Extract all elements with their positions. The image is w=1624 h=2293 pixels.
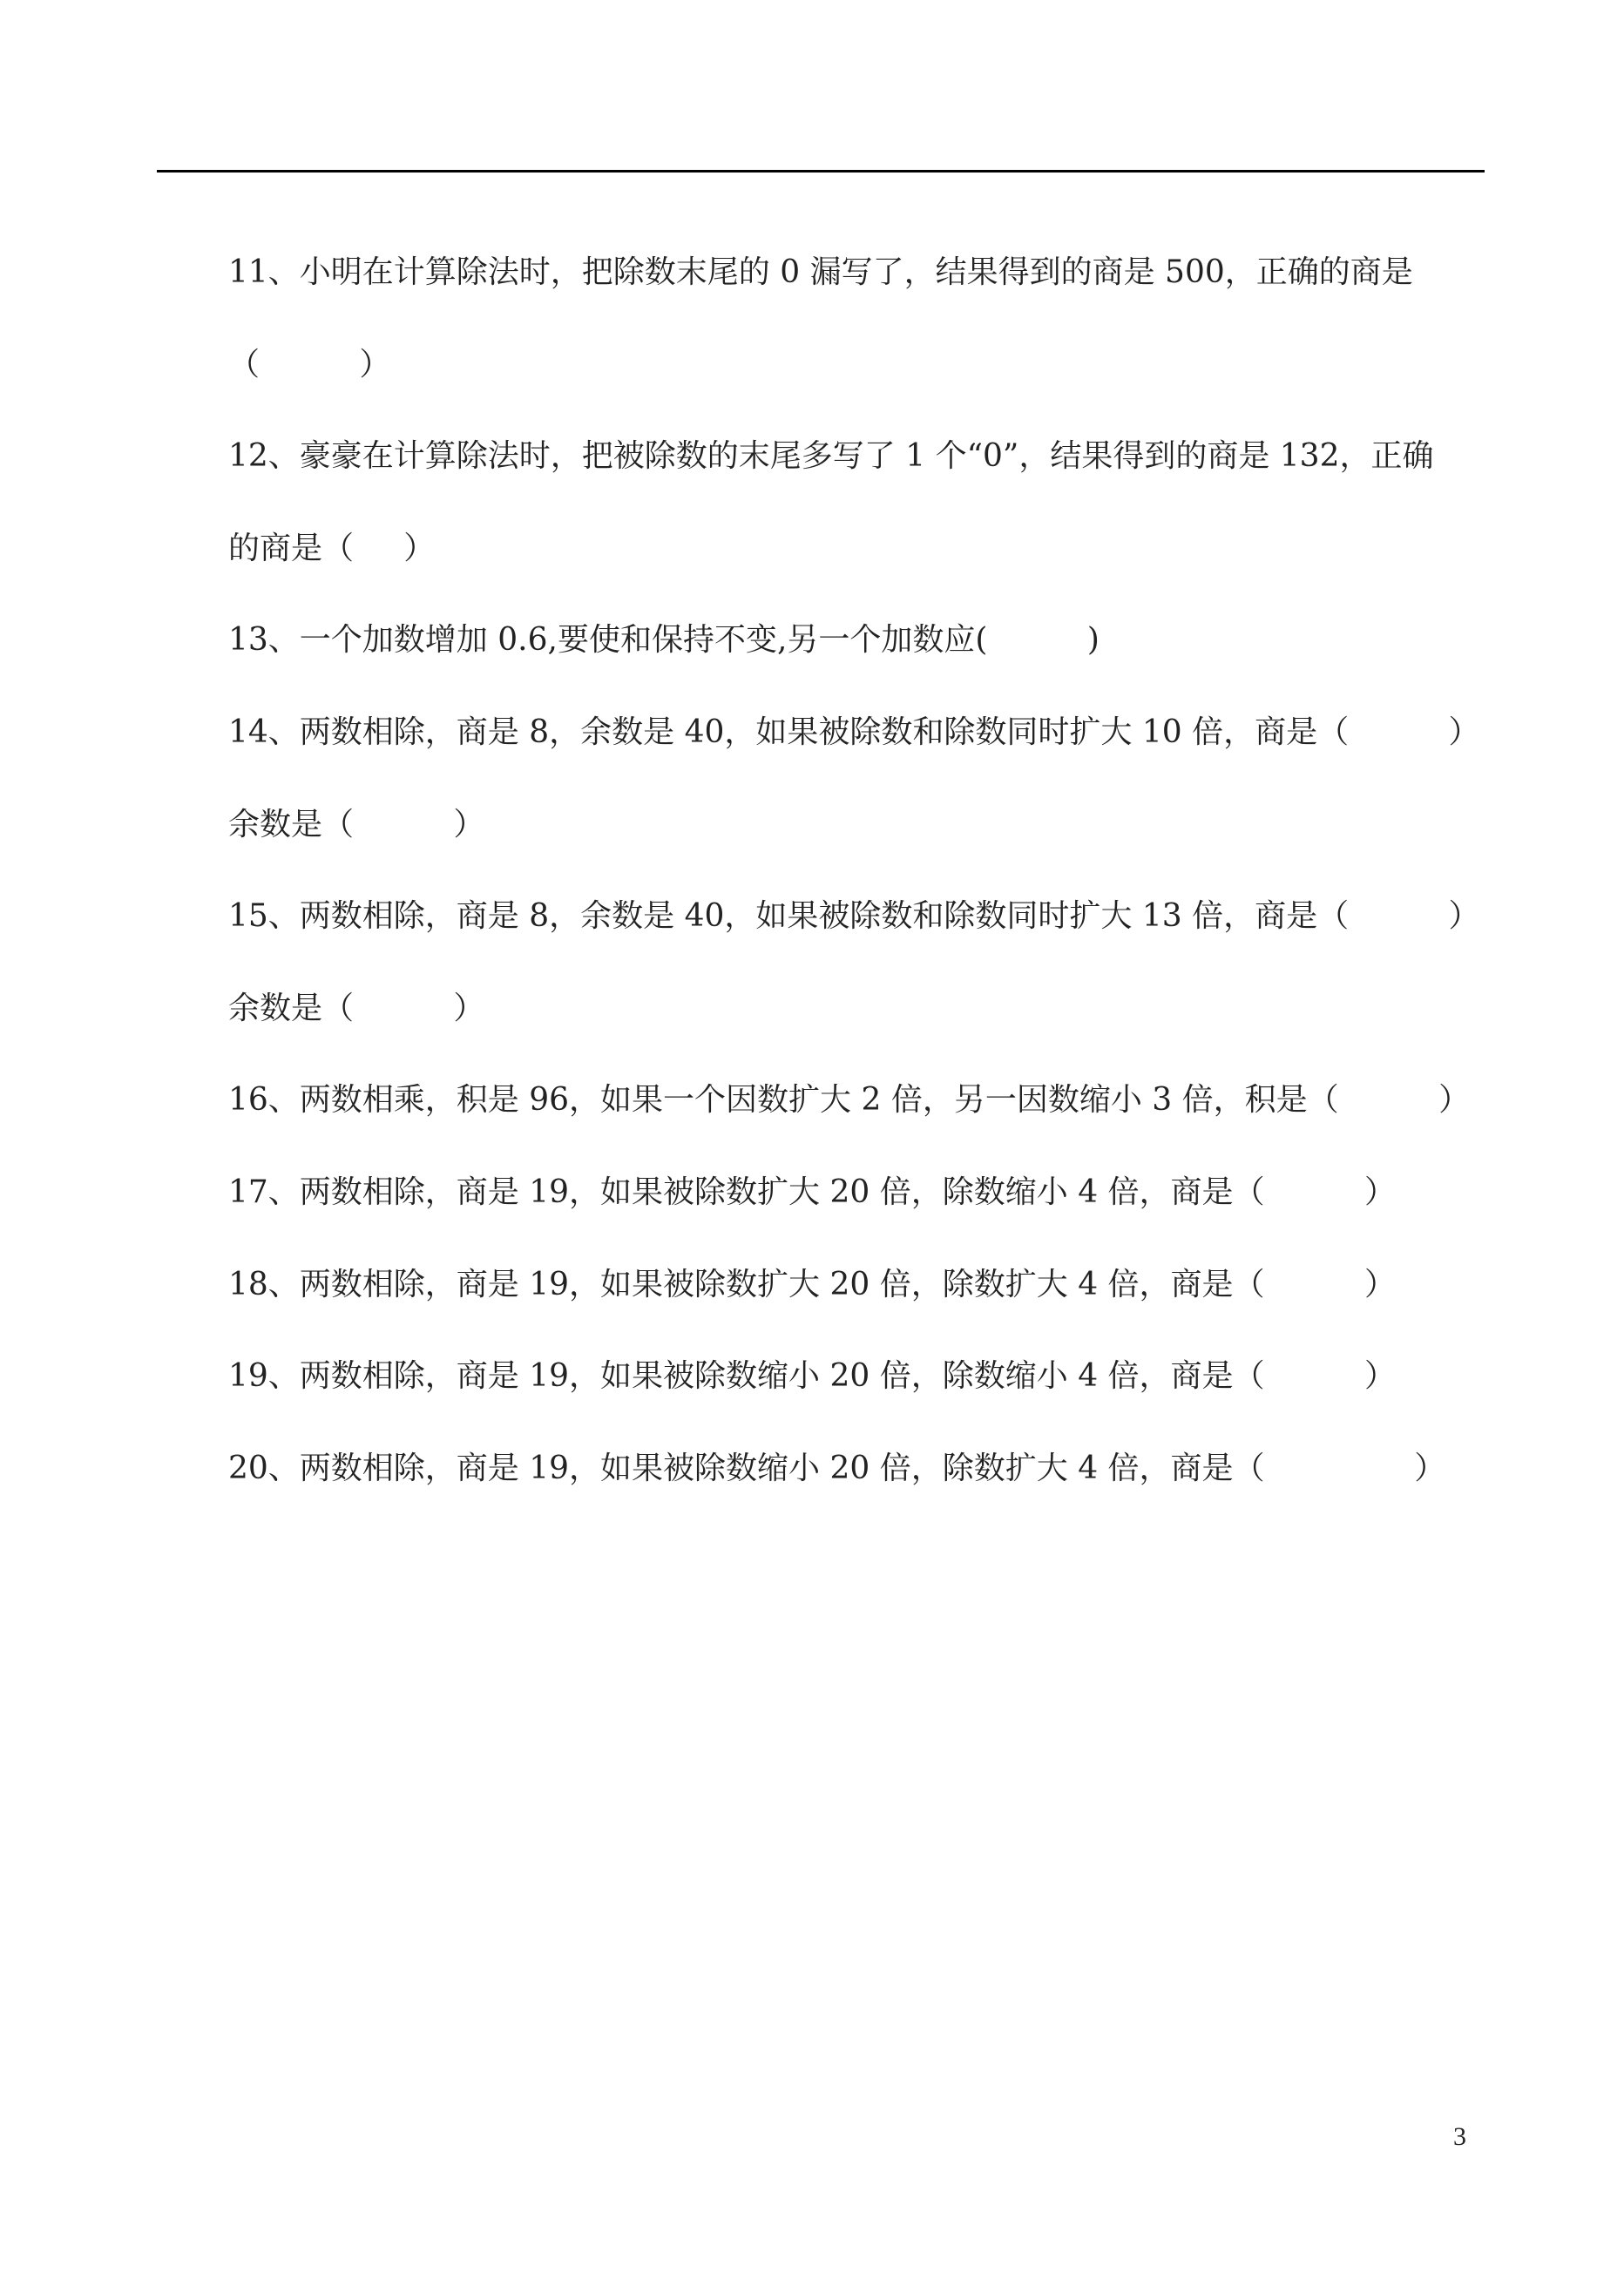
question-18: 18、两数相除，商是 19，如果被除数扩大 20 倍，除数扩大 4 倍，商是（ ） [228,1267,1396,1302]
question-11-line-2: （ ） [228,347,391,382]
page-number: 3 [1453,2122,1466,2151]
question-12-line-1: 12、豪豪在计算除法时，把被除数的末尾多写了 1 个“0”，结果得到的商是 132，正确 [228,438,1434,474]
question-14-line-1: 14、两数相除，商是 8，余数是 40，如果被除数和除数同时扩大 10 倍，商是（ ） [228,714,1480,750]
question-16: 16、两数相乘，积是 96，如果一个因数扩大 2 倍，另一因数缩小 3 倍，积是（ ） [228,1082,1471,1118]
question-14-line-2: 余数是（ ） [228,807,485,842]
question-11-line-1: 11、小明在计算除法时，把除数末尾的 0 漏写了，结果得到的商是 500，正确的商是 [228,254,1413,290]
question-12-line-2: 的商是（ ） [228,531,436,566]
question-19: 19、两数相除，商是 19，如果被除数缩小 20 倍，除数缩小 4 倍，商是（ ） [228,1358,1396,1394]
question-20: 20、两数相除，商是 19，如果被除数缩小 20 倍，除数扩大 4 倍，商是（ ） [228,1451,1446,1486]
question-17: 17、两数相除，商是 19，如果被除数扩大 20 倍，除数缩小 4 倍，商是（ ） [228,1174,1396,1210]
header-rule [157,170,1485,172]
question-13: 13、一个加数增加 0.6,要使和保持不变,另一个加数应( ) [228,622,1100,658]
question-15-line-1: 15、两数相除，商是 8，余数是 40，如果被除数和除数同时扩大 13 倍，商是（ ） [228,898,1480,934]
question-15-line-2: 余数是（ ） [228,991,485,1026]
